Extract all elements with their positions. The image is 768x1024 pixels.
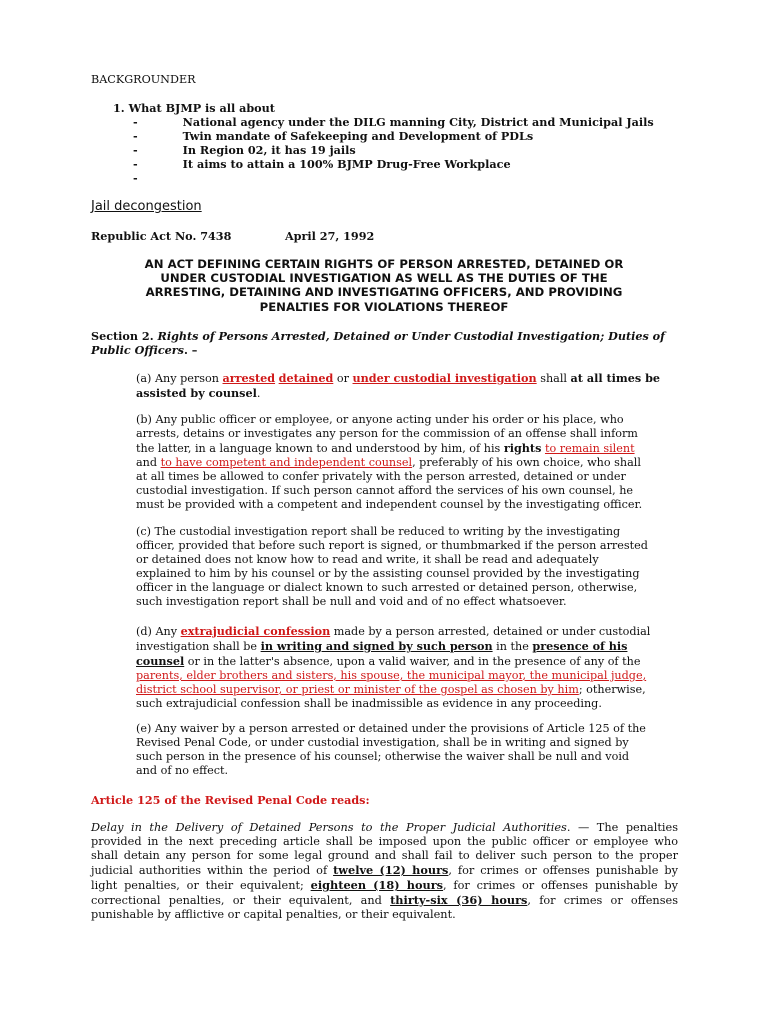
act-title: AN ACT DEFINING CERTAIN RIGHTS OF PERSON ARRESTED, DETAINED OR UNDER CUSTODIAL INVESTIGATION AS WELL AS THE DUTIES OF THE ARRESTING, DETAINING AND INVESTIGATING OFFICERS, AND PROVIDING PENALTIES FOR VIOLATIONS THEREOF xyxy=(144,257,624,314)
paragraph-e: (e) Any waiver by a person arrested or detained under the provisions of Article 125 of the Revised Penal Code, or under custodial investigation, shall be in writing and signed by such person in the presence of his counsel; otherwise the waiver shall be null and void and of no effect. xyxy=(136,722,646,777)
section2-heading: Section 2. Rights of Persons Arrested, Detained or Under Custodial Investigation; Duties of Public Officers. – xyxy=(91,329,665,357)
list-item: - Twin mandate of Safekeeping and Development of PDLs xyxy=(133,129,534,143)
about-title: 1. What BJMP is all about xyxy=(113,101,275,115)
paragraph-c: (c) The custodial investigation report shall be reduced to writing by the investigating officer, provided that before such report is signed, or thumbmarked if the person arrested or detained does not know how to read and write, it shall be read and adequately explained to him by his counsel or by the assisting counsel provided by the investigating officer in the language or dialect known to such arrested or detained person, otherwise, such investigation report shall be null and void and of no effect whatsoever. xyxy=(136,525,648,608)
paragraph-a: (a) Any person arrested detained or under custodial investigation shall at all times be assisted by counsel. xyxy=(136,371,661,400)
list-item: - It aims to attain a 100% BJMP Drug-Free Workplace xyxy=(133,157,511,171)
list-item: - National agency under the DILG manning City, District and Municipal Jails xyxy=(133,115,654,129)
backgrounder-heading: BACKGROUNDER xyxy=(91,73,196,86)
republic-act-number: Republic Act No. 7438 xyxy=(91,229,232,243)
paragraph-b: (b) Any public officer or employee, or anyone acting under his order or his place, who arrests, detains or investigates any person for the commission of an offense shall inform the latter, in a language known to and understood by him, of his rights to remain silent and to have competent and independent counsel, preferably of his own choice, who shall at all times be allowed to confer privately with the person arrested, detained or under custodial investigation. If such person cannot afford the services of his own counsel, he must be provided with a competent and independent counsel by the investigating officer. xyxy=(136,413,643,511)
list-item: - In Region 02, it has 19 jails xyxy=(133,143,356,157)
section-title: Jail decongestion xyxy=(91,199,202,214)
republic-act-date: April 27, 1992 xyxy=(285,229,375,243)
list-item: - xyxy=(133,171,138,185)
article-125-body: Delay in the Delivery of Detained Persons to the Proper Judicial Authorities. — The penalties provided in the next preceding article shall be imposed upon the public officer or employee who shall detain any person for some legal ground and shall fail to deliver such person to the proper judicial authorities within the period of twelve (12) hours, for crimes or offenses punishable by light penalties, or their equivalent; eighteen (18) hours, for crimes or offenses punishable by correctional penalties, or their equivalent, and thirty-six (36) hours, for crimes or offenses punishable by afflictive or capital penalties, or their equivalent. xyxy=(91,821,678,921)
about-bullets xyxy=(133,115,654,185)
paragraph-d: (d) Any extrajudicial confession made by a person arrested, detained or under custodial investigation shall be in writing and signed by such person in the presence of his counsel or in the latter's absence, upon a valid waiver, and in the presence of any of the parents, elder brothers and sisters, his spouse, the municipal mayor, the municipal judge, district school supervisor, or priest or minister of the gospel as chosen by him; otherwise, such extrajudicial confession shall be inadmissible as evidence in any proceeding. xyxy=(136,624,651,710)
article-125-heading: Article 125 of the Revised Penal Code reads: xyxy=(91,793,370,807)
